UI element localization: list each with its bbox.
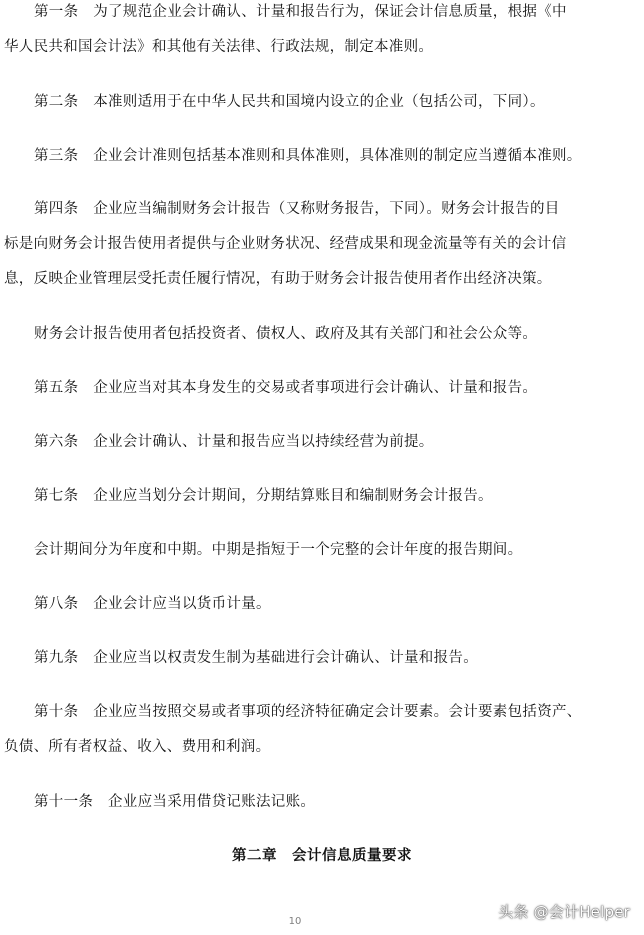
article-9: 第九条 企业应当以权责发生制为基础进行会计确认、计量和报告。 xyxy=(34,650,478,666)
article-4-line-3: 息，反映企业管理层受托责任履行情况，有助于财务会计报告使用者作出经济决策。 xyxy=(4,271,552,287)
article-4-line-1: 第四条 企业应当编制财务会计报告（又称财务报告，下同）。财务会计报告的目 xyxy=(34,201,560,217)
article-8: 第八条 企业会计应当以货币计量。 xyxy=(34,596,271,612)
article-1-line-1: 第一条 为了规范企业会计确认、计量和报告行为，保证会计信息质量，根据《中 xyxy=(34,4,567,20)
article-11: 第十一条 企业应当采用借贷记账法记账。 xyxy=(34,794,316,810)
article-6: 第六条 企业会计确认、计量和报告应当以持续经营为前提。 xyxy=(34,434,434,450)
article-4-line-2: 标是向财务会计报告使用者提供与企业财务状况、经营成果和现金流量等有关的会计信 xyxy=(4,236,567,252)
article-5: 第五条 企业应当对其本身发生的交易或者事项进行会计确认、计量和报告。 xyxy=(34,380,538,396)
chapter-title: 第二章 会计信息质量要求 xyxy=(232,848,412,864)
article-1-line-2: 华人民共和国会计法》和其他有关法律、行政法规，制定本准则。 xyxy=(4,39,434,55)
article-10-line-1: 第十条 企业应当按照交易或者事项的经济特征确定会计要素。会计要素包括资产、 xyxy=(34,704,582,720)
article-2: 第二条 本准则适用于在中华人民共和国境内设立的企业（包括公司，下同）。 xyxy=(34,94,545,110)
watermark-text: 头条 @会计Helper xyxy=(498,903,630,921)
page-number: 10 xyxy=(288,916,302,927)
article-7-paragraph-2: 会计期间分为年度和中期。中期是指短于一个完整的会计年度的报告期间。 xyxy=(34,542,523,558)
article-3: 第三条 企业会计准则包括基本准则和具体准则，具体准则的制定应当遵循本准则。 xyxy=(34,148,582,164)
article-7: 第七条 企业应当划分会计期间，分期结算账目和编制财务会计报告。 xyxy=(34,488,493,504)
article-4-paragraph-2: 财务会计报告使用者包括投资者、债权人、政府及其有关部门和社会公众等。 xyxy=(34,326,538,342)
article-10-line-2: 负债、所有者权益、收入、费用和利润。 xyxy=(4,739,271,755)
